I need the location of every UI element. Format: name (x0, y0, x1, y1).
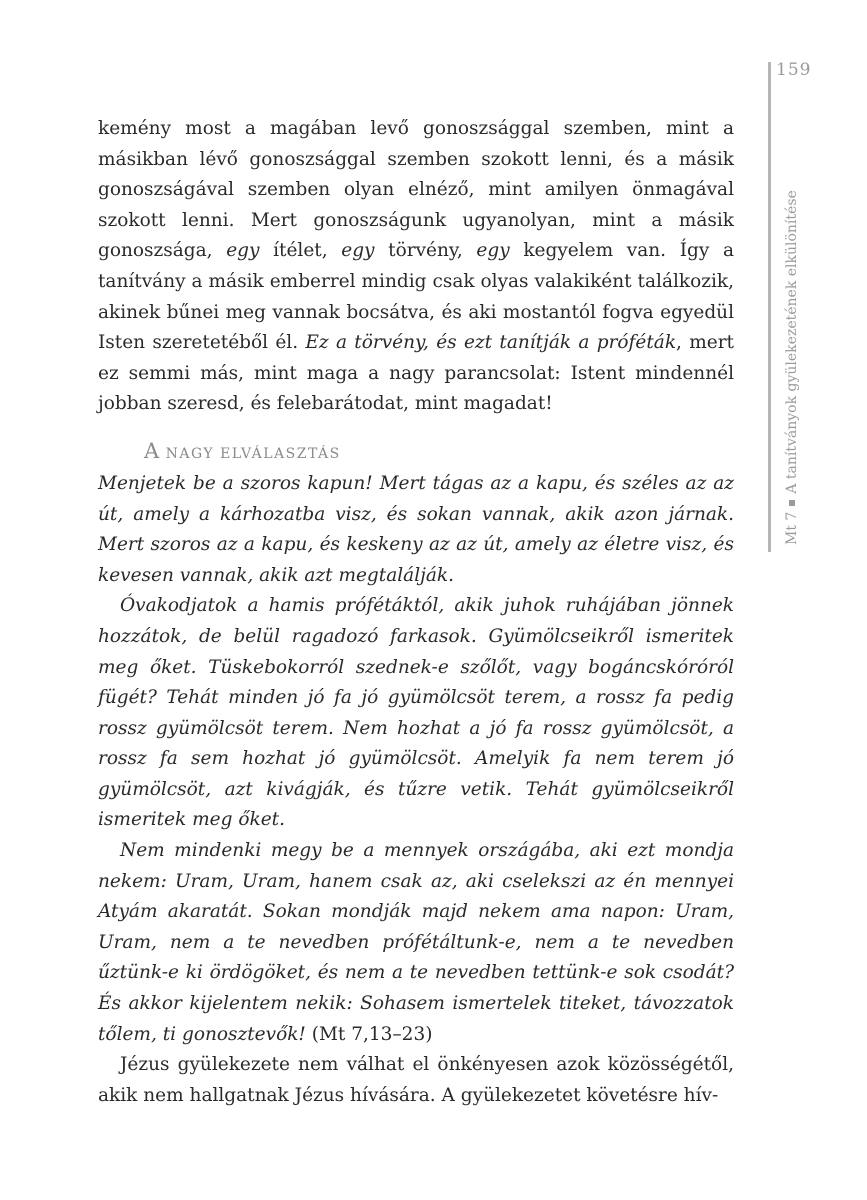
emphasis: egy (226, 240, 260, 262)
running-head-title: A tanítványok gyülekezetének elkülönítése (784, 190, 800, 494)
scripture-paragraph-2: Óvakodjatok a hamis prófétáktól, akik juhok ruhájában jönnek hozzátok, de belül ragadozó farkasok. Gyümölcseikről ismeritek meg őket. Tüskebokorról szednek-e szőlőt, vagy bogáncskóróról fügét? Tehát minden jó fa jó gyümölcsöt terem, a rossz fa pedig rossz gyümölcsöt terem. Nem hozhat a jó fa rossz gyümölcsöt, a rossz fa sem hozhat jó gyümölcsöt. Amelyik fa nem terem jó gyümölcsöt, azt kivágják, és tűzre vetik. Tehát gyümölcseikről ismeritek meg őket. (98, 595, 734, 831)
text-run: ítélet, (259, 240, 342, 262)
heading-initial: A (144, 438, 160, 463)
emphasis: egy (341, 240, 375, 262)
text-run: kemény most a magában levő gonoszsággal szemben, mint a másikban lévő gonoszsággal szemben szokott lenni, és a másik gonoszságával szemben olyan elnéző, mint amilyen önmagával szokott lenni. Mert gonoszságunk ugyanolyan, mint a másik gonoszsága, (98, 118, 734, 262)
running-head-ref: Mt 7 (784, 511, 800, 545)
text-run: kegyelem van. Így a tanítvány a másik emberrel mindig csak olyas valakiként találkozik, akinek bűnei meg vannak bocsátva, és aki mostantól fogva egyedül Isten szeretetéből él. (98, 240, 734, 354)
emphasis: egy (476, 240, 510, 262)
body-text (98, 114, 734, 1111)
scripture-text: Nem mindenki megy be a mennyek országába, aki ezt mondja nekem: Uram, Uram, hanem csak az, aki cselekszi az én mennyei Atyám akaratát. Sokan mondják majd nekem ama napon: Uram, Uram, nem a te nevedben prófétáltunk-e, nem a te nevedben űztünk-e ki ördögöket, és nem a te nevedben tettünk-e sok csodát? És akkor kijelentem nekik: Sohasem ismertelek titeket, távozzatok tőlem, ti gonosztevők! (98, 840, 734, 1045)
paragraph-1 (98, 114, 734, 420)
running-head (784, 190, 800, 545)
scripture-paragraph-3 (98, 836, 734, 1050)
text-run: , mert ez semmi más, mint maga a nagy parancsolat: Istent mindennél jobban szeresd, és felebarátodat, mint magadat! (98, 332, 734, 415)
page-number: 159 (776, 60, 812, 80)
scripture-reference: (Mt 7,13–23) (305, 1023, 433, 1045)
side-rule (768, 62, 771, 552)
heading-rest: NAGY ELVÁLASZTÁS (159, 445, 341, 462)
scripture-paragraph-1: Menjetek be a szoros kapun! Mert tágas az a kapu, és széles az az út, amely a kárhozatba visz, és sokan vannak, akik azon járnak. Mert szoros az a kapu, és keskeny az az út, amely az életre visz, és kevesen vannak, akik azt megtalálják. (98, 472, 734, 586)
scripture-quote: Ez a törvény, és ezt tanítják a próféták (305, 332, 677, 354)
closing-paragraph: Jézus gyülekezete nem válhat el önkényesen azok közösségétől, akik nem hallgatnak Jézus hívására. A gyülekezetet követésre hív- (98, 1054, 734, 1106)
section-heading (98, 436, 734, 469)
text-run: törvény, (374, 240, 477, 262)
separator-square-icon (789, 500, 795, 506)
